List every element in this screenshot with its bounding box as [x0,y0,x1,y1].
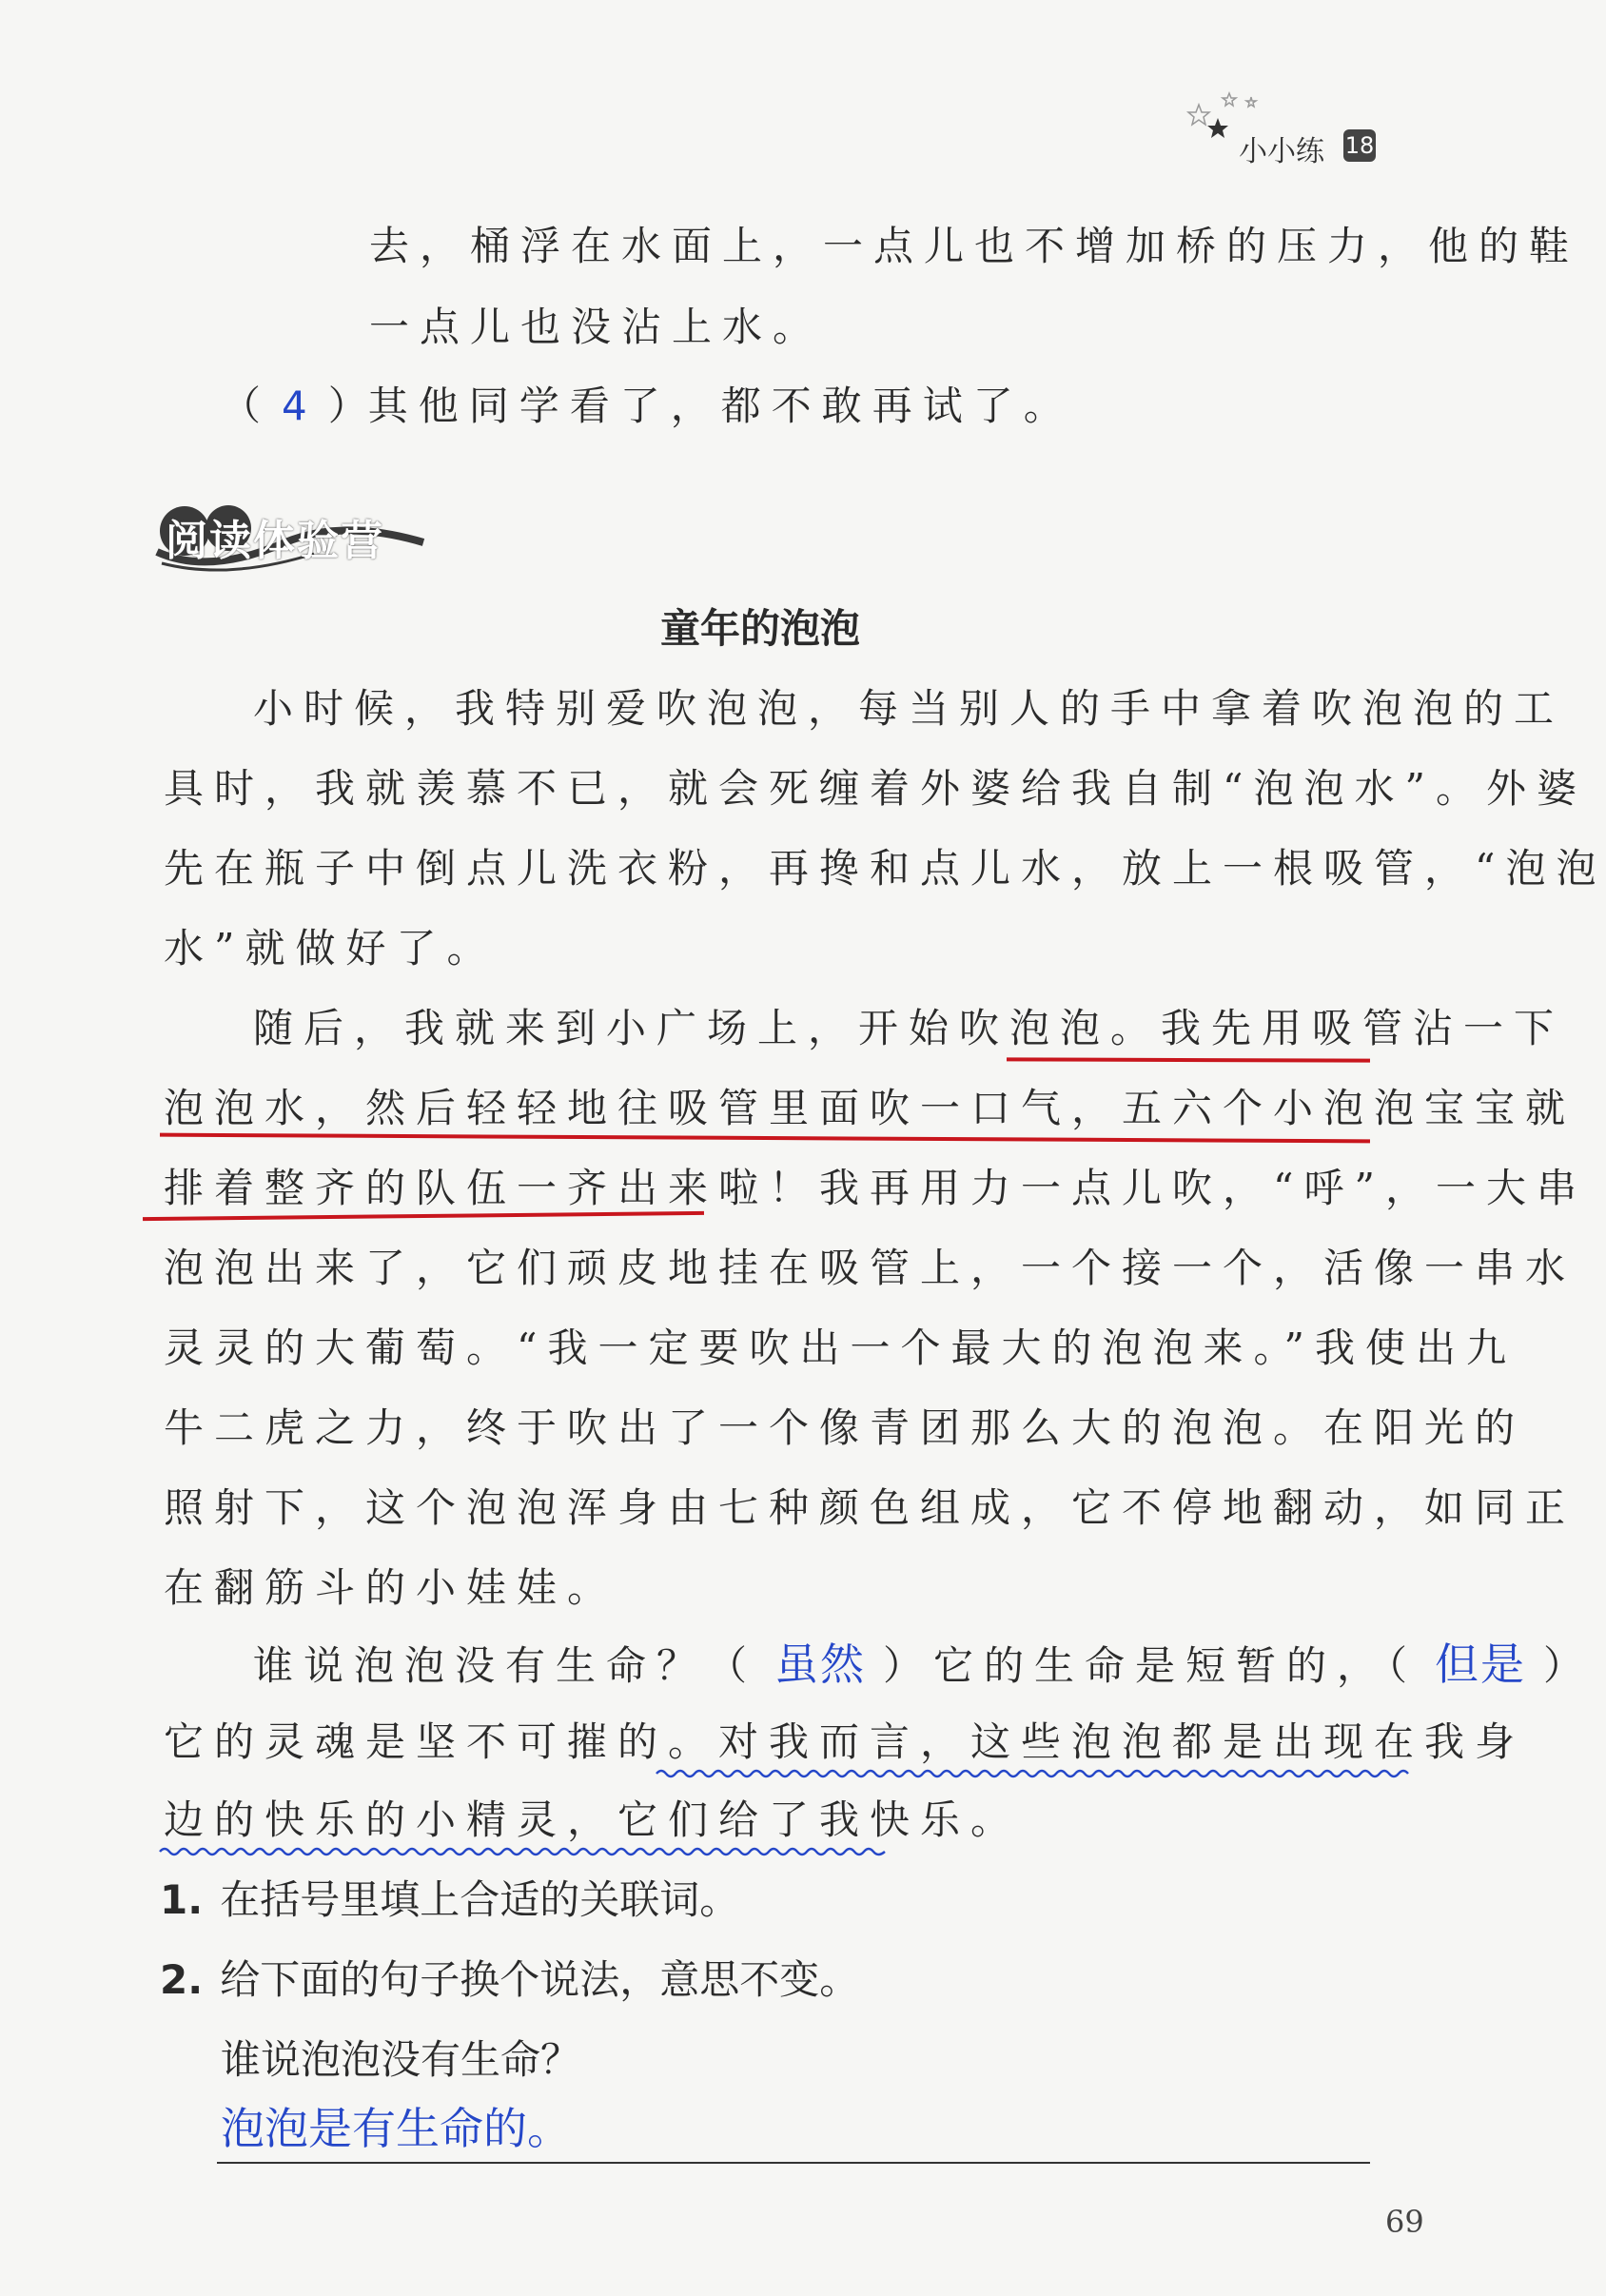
p1-line-3: 先在瓶子中倒点儿洗衣粉，再搀和点儿水，放上一根吸管，“泡泡 [164,845,1606,892]
item-4-answer: 4 [282,383,307,429]
header-section-title: 小小练 [1239,135,1324,168]
continuation-line-2: 一点儿也没沾上水。 [369,304,824,350]
p3-line-2: 它的灵魂是坚不可摧的。对我而言，这些泡泡都是出现在我身 [164,1718,1526,1765]
p2-line-3: 排着整齐的队伍一齐出来啦！我再用力一点儿吹，“呼”，一大串 [164,1165,1587,1211]
answer-line [217,2162,1370,2164]
wavy-underline-2 [160,1846,885,1857]
p1-line-2: 具时，我就羡慕不已，就会死缠着外婆给我自制“泡泡水”。外婆 [164,765,1587,812]
p2-line-6: 牛二虎之力，终于吹出了一个像青团那么大的泡泡。在阳光的 [164,1404,1526,1451]
p3-line-1: 谁说泡泡没有生命？（ 虽然 ）它的生命是短暂的，（ 但是 ） [253,1639,1595,1690]
answer-danshi: 但是 [1435,1639,1527,1690]
question-2: 2. 给下面的句子换个说法，意思不变。 [160,1956,860,2003]
p2-line-1: 随后，我就来到小广场上，开始吹泡泡。我先用吸管沾一下 [253,1005,1565,1051]
red-underline-3 [143,1211,704,1221]
wavy-underline-1 [656,1768,1408,1779]
p1-line-4: 水”就做好了。 [164,925,498,971]
item-4: （ 4 ）其他同学看了，都不敢再试了。 [221,383,1074,429]
p2-line-4: 泡泡出来了，它们顽皮地挂在吸管上，一个接一个，活像一串水 [164,1245,1577,1291]
p2-line-2: 泡泡水，然后轻轻地往吸管里面吹一口气，五六个小泡泡宝宝就 [164,1085,1577,1131]
p2-line-8: 在翻筋斗的小娃娃。 [164,1564,618,1611]
story-title: 童年的泡泡 [660,605,861,652]
p2-line-7: 照射下，这个泡泡浑身由七种颜色组成，它不停地翻动，如同正 [164,1484,1577,1531]
reading-banner [152,485,428,580]
red-underline-2 [160,1133,1370,1144]
continuation-line-1: 去，桶浮在水面上，一点儿也不增加桥的压力，他的鞋 [369,223,1580,269]
header-section-badge: 18 [1343,129,1376,162]
p1-line-1: 小时候，我特别爱吹泡泡，每当别人的手中拿着吹泡泡的工 [253,685,1565,732]
question-1: 1. 在括号里填上合适的关联词。 [160,1876,740,1923]
p3-line-3: 边的快乐的小精灵，它们给了我快乐。 [164,1796,1022,1843]
red-underline-1 [1007,1057,1370,1062]
question-2-answer: 泡泡是有生命的。 [221,2103,571,2154]
answer-suiran: 虽然 [774,1639,867,1690]
banner-text: 阅读体验营 [166,517,384,565]
page-number: 69 [1385,2204,1424,2240]
p2-line-5: 灵灵的大葡萄。“我一定要吹出一个最大的泡泡来。”我使出九 [164,1325,1517,1371]
question-2-sentence: 谁说泡泡没有生命？ [221,2036,581,2083]
